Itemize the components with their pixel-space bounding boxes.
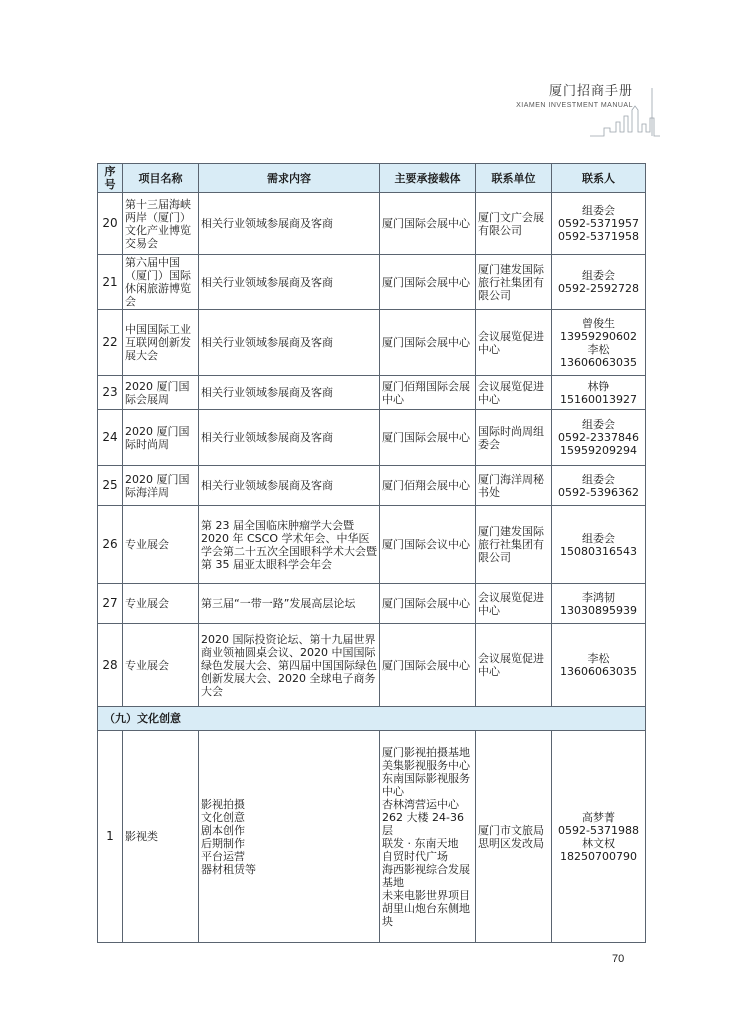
cell-req: 影视拍摄 文化创意 剧本创作 后期制作 平台运营 器材租赁等 bbox=[199, 731, 380, 943]
table-header-row bbox=[98, 164, 646, 193]
page-number: 70 bbox=[612, 953, 625, 965]
table-row bbox=[98, 584, 646, 624]
manual-title-en: XIAMEN INVESTMENT MANUAL bbox=[516, 102, 633, 109]
cell-req: 相关行业领域参展商及客商 bbox=[199, 310, 380, 376]
cell-no: 21 bbox=[98, 255, 123, 310]
col-header-no: 序号 bbox=[98, 164, 123, 193]
cell-no: 22 bbox=[98, 310, 123, 376]
cell-no: 25 bbox=[98, 466, 123, 506]
cell-req: 2020 国际投资论坛、第十九届世界商业领袖圆桌会议、2020 中国国际绿色发展大会、第四届中国国际绿色创新发展大会、2020 全球电子商务大会 bbox=[199, 624, 380, 707]
cell-no: 20 bbox=[98, 193, 123, 255]
cell-org: 会议展览促进中心 bbox=[476, 376, 552, 410]
cell-org: 厦门建发国际旅行社集团有限公司 bbox=[476, 255, 552, 310]
cell-venue: 厦门国际会展中心 bbox=[380, 310, 476, 376]
cell-name: 影视类 bbox=[123, 731, 199, 943]
col-header-venue: 主要承接载体 bbox=[380, 164, 476, 193]
cell-contact: 高梦菁 0592-5371988 林文权 18250700790 bbox=[552, 731, 646, 943]
cell-contact: 组委会 0592-2337846 15959209294 bbox=[552, 410, 646, 466]
cell-req: 相关行业领域参展商及客商 bbox=[199, 376, 380, 410]
table-row bbox=[98, 310, 646, 376]
cell-req: 相关行业领域参展商及客商 bbox=[199, 410, 380, 466]
cell-name: 专业展会 bbox=[123, 624, 199, 707]
cell-venue: 厦门影视拍摄基地 美集影视服务中心 东南国际影视服务中心 杏林湾营运中心 262 大楼 24-36 层 联发 · 东南天地 自贸时代广场 海西影视综合发展基地 未来电影世界项目 胡里山炮台东侧地块 bbox=[380, 731, 476, 943]
cell-org: 会议展览促进中心 bbox=[476, 310, 552, 376]
cell-venue: 厦门佰翔国际会展中心 bbox=[380, 376, 476, 410]
cell-contact: 组委会 0592-5371957 0592-5371958 bbox=[552, 193, 646, 255]
cell-contact: 李鸿韧 13030895939 bbox=[552, 584, 646, 624]
cell-name: 2020 厦门国际海洋周 bbox=[123, 466, 199, 506]
cell-contact: 曾俊生 13959290602 李松 13606063035 bbox=[552, 310, 646, 376]
cell-contact: 组委会 0592-5396362 bbox=[552, 466, 646, 506]
cell-no: 27 bbox=[98, 584, 123, 624]
cell-no: 24 bbox=[98, 410, 123, 466]
section-header-row bbox=[98, 707, 646, 731]
section-title: （九）文化创意 bbox=[98, 707, 646, 731]
cell-venue: 厦门国际会展中心 bbox=[380, 255, 476, 310]
cell-no: 28 bbox=[98, 624, 123, 707]
cell-name: 第十三届海峡两岸（厦门）文化产业博览交易会 bbox=[123, 193, 199, 255]
cell-venue: 厦门国际会展中心 bbox=[380, 584, 476, 624]
cell-org: 会议展览促进中心 bbox=[476, 624, 552, 707]
investment-table bbox=[97, 163, 646, 943]
cell-venue: 厦门国际会议中心 bbox=[380, 506, 476, 584]
manual-title-cn: 厦门招商手册 bbox=[548, 84, 633, 99]
cell-req: 相关行业领域参展商及客商 bbox=[199, 255, 380, 310]
cell-req: 第 23 届全国临床肿瘤学大会暨 2020 年 CSCO 学术年会、中华医学会第二十五次全国眼科学术大会暨第 35 届亚太眼科学会年会 bbox=[199, 506, 380, 584]
cell-contact: 组委会 15080316543 bbox=[552, 506, 646, 584]
cell-req: 相关行业领域参展商及客商 bbox=[199, 466, 380, 506]
cell-venue: 厦门国际会展中心 bbox=[380, 410, 476, 466]
table-row bbox=[98, 410, 646, 466]
cell-contact: 组委会 0592-2592728 bbox=[552, 255, 646, 310]
cell-name: 2020 厦门国际时尚周 bbox=[123, 410, 199, 466]
cell-name: 专业展会 bbox=[123, 506, 199, 584]
table-row bbox=[98, 376, 646, 410]
cell-org: 国际时尚周组委会 bbox=[476, 410, 552, 466]
cell-no: 1 bbox=[98, 731, 123, 943]
table-row bbox=[98, 731, 646, 943]
cell-name: 2020 厦门国际会展周 bbox=[123, 376, 199, 410]
cell-req: 相关行业领域参展商及客商 bbox=[199, 193, 380, 255]
cell-name: 第六届中国（厦门）国际休闲旅游博览会 bbox=[123, 255, 199, 310]
cell-venue: 厦门佰翔会展中心 bbox=[380, 466, 476, 506]
table-row bbox=[98, 255, 646, 310]
col-header-org: 联系单位 bbox=[476, 164, 552, 193]
table-row bbox=[98, 506, 646, 584]
cell-venue: 厦门国际会展中心 bbox=[380, 624, 476, 707]
table-row bbox=[98, 193, 646, 255]
cell-no: 23 bbox=[98, 376, 123, 410]
cell-req: 第三届“一带一路”发展高层论坛 bbox=[199, 584, 380, 624]
col-header-contact: 联系人 bbox=[552, 164, 646, 193]
cell-contact: 李松 13606063035 bbox=[552, 624, 646, 707]
cell-name: 专业展会 bbox=[123, 584, 199, 624]
skyline-icon bbox=[590, 88, 660, 148]
col-header-name: 项目名称 bbox=[123, 164, 199, 193]
cell-org: 厦门海洋周秘书处 bbox=[476, 466, 552, 506]
cell-org: 会议展览促进中心 bbox=[476, 584, 552, 624]
cell-contact: 林铮 15160013927 bbox=[552, 376, 646, 410]
cell-name: 中国国际工业互联网创新发展大会 bbox=[123, 310, 199, 376]
table-row bbox=[98, 624, 646, 707]
cell-venue: 厦门国际会展中心 bbox=[380, 193, 476, 255]
cell-no: 26 bbox=[98, 506, 123, 584]
cell-org: 厦门市文旅局 思明区发改局 bbox=[476, 731, 552, 943]
col-header-req: 需求内容 bbox=[199, 164, 380, 193]
cell-org: 厦门文广会展有限公司 bbox=[476, 193, 552, 255]
table-row bbox=[98, 466, 646, 506]
cell-org: 厦门建发国际旅行社集团有限公司 bbox=[476, 506, 552, 584]
